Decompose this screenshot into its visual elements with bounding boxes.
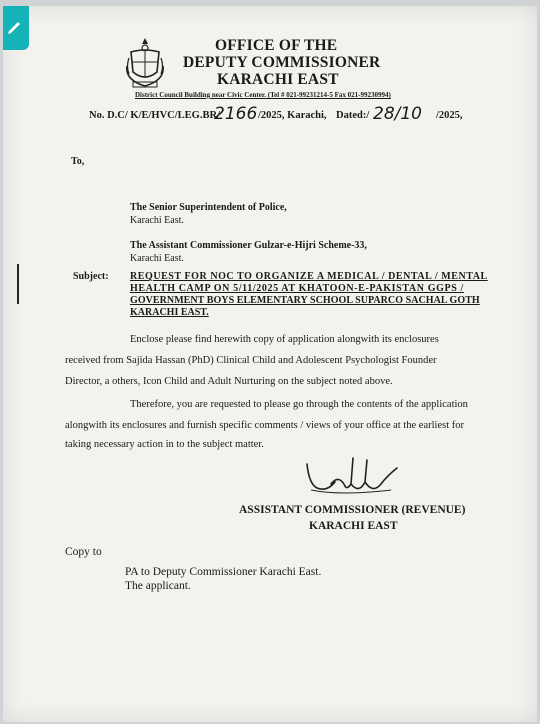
para2-line2: alongwith its enclosures and furnish specific comments / views of your office at the earliest for bbox=[65, 420, 464, 431]
recipient-2-place: Karachi East. bbox=[130, 253, 184, 264]
date-year: /2025, bbox=[436, 110, 463, 121]
office-heading-line3: KARACHI EAST bbox=[217, 71, 339, 88]
handwritten-signature bbox=[301, 454, 411, 502]
subject-line-3: GOVERNMENT BOYS ELEMENTARY SCHOOL SUPARCO SACHAL GOTH bbox=[130, 295, 480, 306]
para1-line3: Director, a others, Icon Child and Adult Nurturing on the subject noted above. bbox=[65, 376, 393, 387]
recipient-1-name: The Senior Superintendent of Police, bbox=[130, 202, 287, 213]
office-address: District Council Building near Civic Center. (Tel # 021-99231214-5 Fax 021-99230994) bbox=[135, 91, 391, 99]
subject-label: Subject: bbox=[73, 271, 109, 282]
reference-suffix: /2025, Karachi, bbox=[258, 110, 327, 121]
edit-badge-icon[interactable] bbox=[3, 6, 29, 50]
copy-recipient-1: PA to Deputy Commissioner Karachi East. bbox=[125, 566, 322, 578]
signatory-title: ASSISTANT COMMISSIONER (REVENUE) bbox=[239, 504, 466, 516]
subject-line-4: KARACHI EAST. bbox=[130, 307, 209, 318]
pencil-icon bbox=[6, 16, 26, 36]
government-emblem-icon bbox=[123, 36, 167, 90]
subject-line-1: REQUEST FOR NOC TO ORGANIZE A MEDICAL / DENTAL / MENTAL bbox=[130, 271, 488, 282]
dated-label: Dated:/ bbox=[336, 110, 370, 121]
office-heading-line2: DEPUTY COMMISSIONER bbox=[183, 54, 381, 71]
para1-line2: received from Sajida Hassan (PhD) Clinical Child and Adolescent Psychologist Founder bbox=[65, 355, 437, 366]
signatory-office: KARACHI EAST bbox=[309, 520, 398, 532]
copy-to-label: Copy to bbox=[65, 546, 102, 558]
reference-prefix: No. D.C/ K/E/HVC/LEG.BR/ bbox=[89, 110, 220, 121]
letter-page bbox=[3, 6, 537, 722]
para1-line1: Enclose please find herewith copy of application alongwith its enclosures bbox=[130, 334, 439, 345]
date-handwritten: 28/10 bbox=[373, 104, 422, 124]
reference-number-handwritten: 2166 bbox=[214, 104, 258, 124]
copy-recipient-2: The applicant. bbox=[125, 580, 191, 592]
recipient-2-name: The Assistant Commissioner Gulzar-e-Hijri Scheme-33, bbox=[130, 240, 367, 251]
to-label: To, bbox=[71, 156, 85, 167]
recipient-1-place: Karachi East. bbox=[130, 215, 184, 226]
office-heading-line1: OFFICE OF THE bbox=[215, 37, 338, 54]
subject-line-2: HEALTH CAMP ON 5/11/2025 AT KHATOON-E-PAKISTAN GGPS / bbox=[130, 283, 464, 294]
scan-artifact-line bbox=[17, 264, 19, 304]
para2-line3: taking necessary action in to the subject matter. bbox=[65, 439, 264, 450]
para2-line1: Therefore, you are requested to please go through the contents of the application bbox=[130, 399, 468, 410]
